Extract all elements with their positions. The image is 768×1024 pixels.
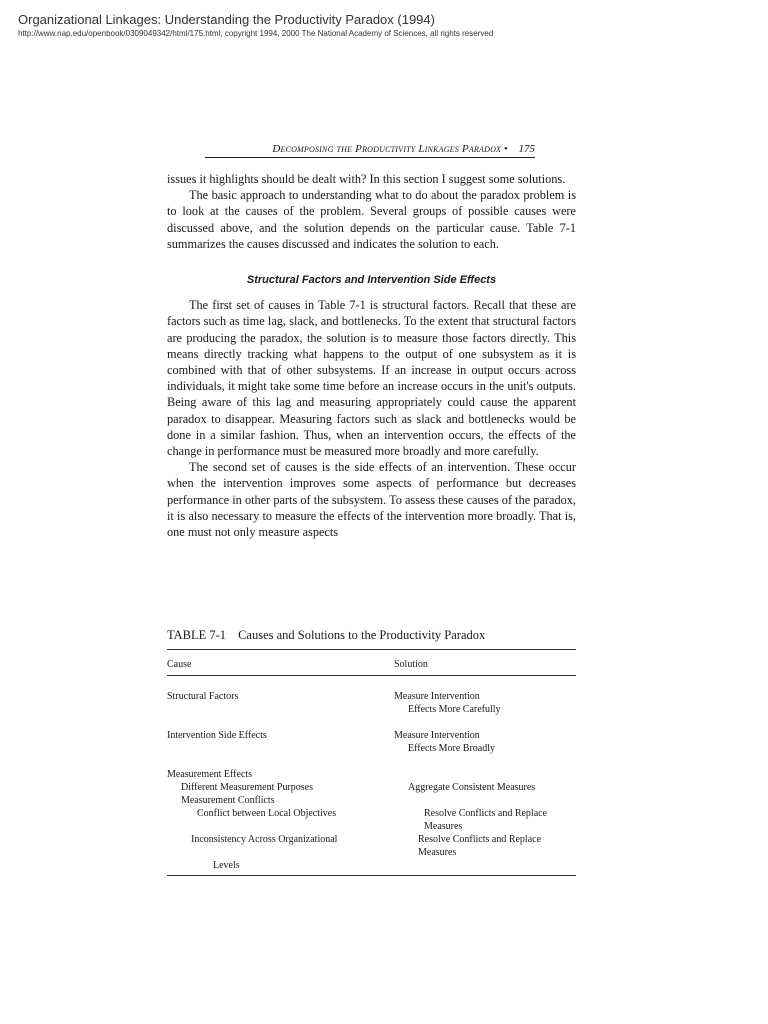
cause-cell: Levels	[213, 860, 240, 871]
page-number: 175	[518, 143, 535, 155]
cause-cell: Inconsistency Across Organizational	[191, 834, 338, 845]
solution-cell: Aggregate Consistent Measures	[408, 782, 536, 793]
table-row	[167, 859, 576, 872]
solution-cell	[408, 794, 576, 807]
solution-cell: Resolve Conflicts and Replace Measures	[424, 808, 548, 832]
web-header	[18, 12, 758, 39]
table-row	[167, 833, 576, 859]
cause-cell	[167, 742, 394, 755]
solution-cell: Resolve Conflicts and Replace Measures	[418, 834, 542, 858]
paragraph: issues it highlights should be dealt with? In this section I suggest some solutions.	[167, 172, 566, 186]
table-caption	[167, 628, 576, 650]
solution-cell: Measure Intervention	[394, 730, 480, 741]
bullet-separator: •	[503, 143, 508, 155]
table-7-1	[167, 628, 576, 876]
paragraph: The basic approach to understanding what to do about the paradox problem is to look at the causes of the problem. Several groups of possible causes were discussed above, and the solution depends on the particular cause. Table 7-1 summarizes the causes discussed and indicates the solution to each.	[167, 188, 576, 251]
column-header-solution: Solution	[394, 659, 428, 670]
table-row	[167, 729, 576, 742]
cause-cell: Intervention Side Effects	[167, 730, 267, 741]
table-header-row	[167, 650, 576, 676]
table-row	[167, 794, 576, 807]
cause-cell: Measurement Effects	[167, 769, 253, 780]
document-title: Organizational Linkages: Understanding the Productivity Paradox (1994)	[18, 12, 435, 27]
cause-cell: Structural Factors	[167, 691, 239, 702]
table-row	[167, 690, 576, 703]
solution-cell	[394, 768, 576, 781]
solution-cell: Effects More Carefully	[408, 704, 501, 715]
table-caption-text: Causes and Solutions to the Productivity Paradox	[238, 628, 486, 642]
cause-cell	[167, 703, 394, 716]
paragraph: The second set of causes is the side effects of an intervention. These occur when the intervention improves some aspects of performance but decreases performance in other parts of the subsystem. To assess these causes of the paradox, it is also necessary to measure the effects of the intervention more broadly. That is, one must not only measure aspects	[167, 460, 576, 540]
table-label: TABLE 7-1	[167, 628, 227, 642]
solution-cell: Measure Intervention	[394, 691, 480, 702]
paragraph: The first set of causes in Table 7-1 is structural factors. Recall that these are factors such as time lag, slack, and bottlenecks. To the extent that structural factors are producing the paradox, the solution is to measure those factors directly. This means directly tracking what happens to the output of one subsystem as it is combined with that of other subsystems. If an increase in output occurs across individuals, it might take some time before an increase occurs in the unit's outputs. Being aware of this lag and measuring appropriately could cause the apparent paradox to disappear. Measuring factors such as slack and bottlenecks would be done in a similar fashion. Thus, when an intervention occurs, the effects of the change in performance must be measured more broadly and more carefully.	[167, 298, 576, 459]
body-text	[167, 171, 576, 540]
cause-cell: Different Measurement Purposes	[181, 782, 314, 793]
table-row	[167, 703, 576, 716]
table-row	[167, 781, 576, 794]
cause-cell: Measurement Conflicts	[181, 795, 275, 806]
table-bottom-rule	[167, 875, 576, 876]
source-url-line: http://www.nap.edu/openbook/0309049342/html/175.html, copyright 1994, 2000 The National Academy of Sciences, all rights reserved	[18, 29, 494, 38]
column-header-cause: Cause	[167, 659, 192, 670]
cause-cell: Conflict between Local Objectives	[197, 808, 337, 819]
solution-cell: Effects More Broadly	[408, 743, 496, 754]
running-head	[205, 143, 535, 158]
table-row	[167, 742, 576, 755]
section-heading: Structural Factors and Intervention Side Effects	[246, 274, 497, 287]
table-row	[167, 807, 576, 833]
solution-cell	[440, 859, 576, 872]
running-head-title: Decomposing the Productivity Linkages Paradox	[272, 143, 502, 155]
table-row	[167, 768, 576, 781]
